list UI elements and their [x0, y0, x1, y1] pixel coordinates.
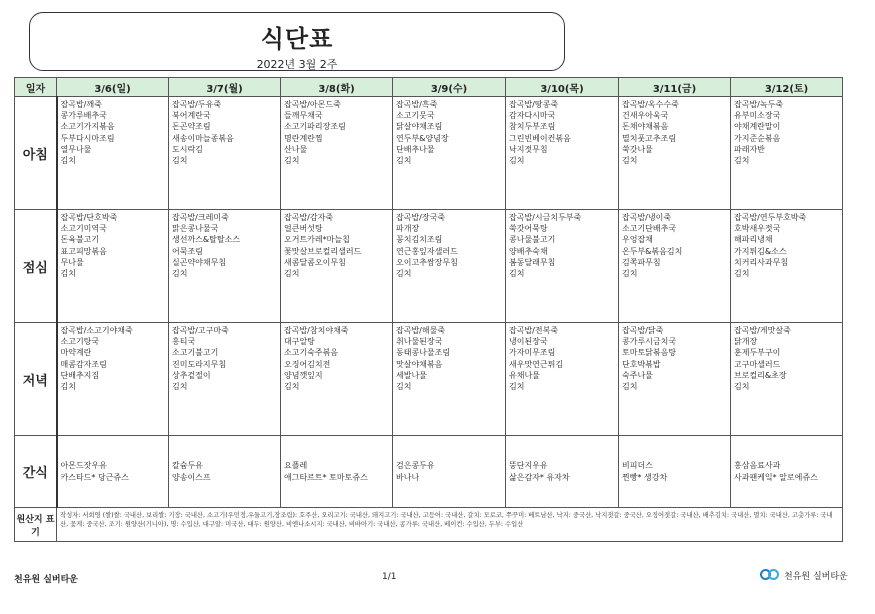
menu-item: 돈육불고기	[60, 235, 100, 245]
menu-item: 연근홍잎자샐러드	[396, 246, 458, 256]
menu-item: 김치	[509, 382, 525, 392]
menu-item: 돈곤약조림	[172, 122, 211, 132]
menu-item: 동태콩나물조림	[396, 348, 451, 358]
menu-item: 마약계란	[60, 348, 92, 358]
menu-item: 단배추나물	[396, 144, 435, 154]
menu-item: 고구마샐러드	[734, 359, 781, 369]
menu-item: 김치	[509, 269, 525, 279]
menu-cell	[393, 210, 506, 323]
title-box	[29, 12, 565, 71]
menu-item: 소고기가지볶음	[60, 122, 115, 132]
menu-item: 카스타드* 당근쥬스	[60, 472, 129, 482]
menu-item: 잡곡밥/땅콩죽	[509, 100, 559, 109]
logo-icon	[760, 568, 782, 582]
page-subtitle: 2022년 3월 2주	[256, 58, 338, 71]
menu-item: 토마토닭볶음탕	[622, 348, 677, 358]
menu-item: 세발나물	[396, 370, 427, 380]
menu-cell	[169, 210, 281, 323]
menu-item: 닭개장	[734, 337, 758, 347]
menu-item: 바나나	[396, 472, 420, 482]
menu-item: 돈채야채볶음	[622, 122, 669, 132]
menu-item: 야채계란말이	[734, 122, 781, 132]
menu-item: 양배추숙채	[509, 246, 548, 256]
menu-item: 맛살야채볶음	[396, 359, 443, 369]
meal-row	[15, 97, 843, 210]
menu-item: 김치	[284, 382, 300, 392]
menu-item: 김치	[60, 269, 76, 279]
day-header: 3/11(금)	[619, 78, 731, 97]
menu-item: 잡곡밥/깨죽	[60, 100, 102, 109]
menu-item: 김치	[734, 382, 750, 392]
menu-item: 잡곡밥/소고기야채죽	[60, 326, 133, 335]
menu-item: 잡곡밥/참치야채죽	[284, 326, 349, 335]
menu-item: 봄동달래무침	[509, 257, 556, 267]
menu-item: 매콤감자조림	[60, 359, 107, 369]
menu-item: 콩나물불고기	[509, 235, 556, 245]
menu-item: 잡곡밥/아몬드죽	[284, 100, 341, 109]
menu-item: 소고기탕국	[60, 337, 100, 347]
menu-item: 김치	[396, 156, 412, 166]
menu-item: 해파리냉채	[734, 235, 773, 245]
menu-item: 애그타르트* 토마토쥬스	[284, 472, 368, 482]
menu-cell	[169, 97, 281, 210]
menu-item: 김치	[60, 382, 76, 392]
date-header-row	[15, 78, 843, 97]
menu-item: 잡곡밥/고구마죽	[172, 326, 229, 335]
menu-item: 연두부&양념장	[396, 133, 449, 143]
menu-cell	[506, 323, 619, 436]
menu-item: 김치	[60, 156, 76, 166]
menu-cell	[619, 323, 731, 436]
menu-table	[14, 77, 843, 542]
menu-item: 어묵조림	[172, 246, 203, 256]
footer-logo	[760, 568, 848, 582]
menu-item: 아몬드잣우유	[60, 460, 107, 470]
menu-item: 꽁치김치조림	[396, 235, 443, 245]
meal-label: 저녁	[15, 323, 57, 436]
menu-item: 냉이된장국	[509, 337, 548, 347]
menu-item: 홍삼음료사과	[734, 460, 781, 470]
menu-item: 북어계란국	[172, 111, 211, 121]
menu-cell	[731, 210, 843, 323]
menu-cell	[169, 436, 281, 508]
menu-item: 오이고추쌈장무침	[396, 257, 458, 267]
menu-item: 쑥갓어묵탕	[509, 224, 548, 234]
menu-item: 열무나물	[60, 144, 92, 154]
footer-org-name: 천유원 실버타운	[14, 575, 78, 585]
menu-item: 멸치풋고추조림	[622, 133, 677, 143]
menu-item: 잡곡밥/옥수수죽	[622, 100, 679, 109]
menu-item: 단호박볶밥	[622, 359, 661, 369]
menu-cell	[57, 436, 169, 508]
menu-item: 단배추지짐	[60, 370, 100, 380]
menu-item: 우엉잡채	[622, 235, 653, 245]
menu-cell	[619, 97, 731, 210]
menu-item: 잡곡밥/크레미죽	[172, 213, 229, 222]
meal-row	[15, 323, 843, 436]
menu-item: 감자다시마국	[509, 111, 556, 121]
menu-item: 김치	[172, 269, 188, 279]
menu-item: 잡곡밥/흑죽	[396, 100, 438, 109]
menu-item: 맑은콩나물국	[172, 224, 219, 234]
menu-item: 오징어김치전	[284, 359, 331, 369]
menu-item: 온두부&볶음김치	[622, 246, 683, 256]
menu-cell	[281, 97, 393, 210]
menu-item: 소고기단배추국	[622, 224, 677, 234]
menu-item: 잡곡밥/냉이죽	[622, 213, 672, 222]
meal-label: 점심	[15, 210, 57, 323]
menu-item: 참치두부조림	[509, 122, 556, 132]
menu-item: 유부미소장국	[734, 111, 781, 121]
menu-item: 치커리사과무침	[734, 257, 789, 267]
menu-cell	[506, 97, 619, 210]
menu-item: 무나물	[60, 257, 84, 267]
menu-item: 잡곡밥/연두부호박죽	[734, 213, 807, 222]
menu-item: 김치	[734, 156, 750, 166]
menu-item: 브로컬리&초장	[734, 370, 787, 380]
menu-cell	[57, 323, 169, 436]
menu-item: 소고기불고기	[172, 348, 219, 358]
day-header: 3/8(화)	[281, 78, 393, 97]
menu-item: 김쪽파무침	[622, 257, 661, 267]
menu-item: 숙주나물	[622, 370, 653, 380]
menu-item: 검은콩두유	[396, 460, 435, 470]
menu-item: 콩가루배추국	[60, 111, 107, 121]
menu-item: 김치	[622, 382, 638, 392]
menu-item: 대구알탕	[284, 337, 315, 347]
menu-cell	[57, 210, 169, 323]
menu-item: 유채나물	[509, 370, 540, 380]
menu-item: 생선까스&탈탈소스	[172, 235, 241, 245]
menu-item: 훈제두부구이	[734, 348, 781, 358]
menu-item: 김치	[509, 156, 525, 166]
menu-item: 낙지젓무침	[509, 144, 548, 154]
menu-item: 상추겉절이	[172, 370, 211, 380]
menu-item: 잡곡밥/전복죽	[509, 326, 559, 335]
menu-item: 호박새우젓국	[734, 224, 781, 234]
footer-page-number: 1/1	[382, 572, 397, 582]
menu-cell	[393, 323, 506, 436]
menu-item: 실곤약야채무침	[172, 257, 227, 267]
menu-item: 가지튀김&소스	[734, 246, 787, 256]
menu-item: 소고기뭇국	[396, 111, 435, 121]
menu-item: 파래자반	[734, 144, 765, 154]
menu-item: 칼슘두유	[172, 460, 203, 470]
menu-item: 김치	[284, 156, 300, 166]
menu-item: 김치	[172, 156, 188, 166]
day-header: 3/9(수)	[393, 78, 506, 97]
menu-item: 양송이스프	[172, 472, 211, 482]
menu-item: 비피더스	[622, 460, 653, 470]
menu-item: 김치	[172, 382, 188, 392]
menu-cell	[57, 97, 169, 210]
menu-item: 잡곡밥/닭죽	[622, 326, 664, 335]
menu-item: 닭살야채조림	[396, 122, 443, 132]
origin-text: 작성자: 서희영 (쌀)쌀: 국내산, 보리쌀: 기장: 국내산, 소고기(우민정,우둘고기,장조림): 호주산, 오리고기: 국내산, 돼지고기: 국내산, 고등어: 국내산, 갈치: 모로코, 쭈꾸미: 베트남산, 낙지: 중국산, 낙지젓갈: 중국산, 오징어젓갈: 국내산, 배추김치: 국내산, 멸치: 국내산, 고춧가루: 국내산, 꽃게: 중국산, 조기: 원양산(기니아), 명: 수입산, 대구알: 미국산, 대두: 원양산, 비엔나소시지: 국내산, 비바아기: 국내산, 콩가루: 국내산, 베이컨: 수입산, 두부: 수입산	[57, 508, 843, 542]
menu-cell	[731, 97, 843, 210]
origin-row	[15, 508, 843, 542]
menu-item: 가지준순볶음	[734, 133, 781, 143]
menu-item: 오거트카레*마늘칩	[284, 235, 350, 245]
menu-item: 표고피망볶음	[60, 246, 107, 256]
menu-cell	[731, 323, 843, 436]
menu-item: 김치	[396, 382, 412, 392]
page-title: 식단표	[260, 25, 334, 53]
menu-item: 그린빈베이컨볶음	[509, 133, 571, 143]
menu-item: 소고기파리장조림	[284, 122, 346, 132]
menu-item: 김치	[622, 269, 638, 279]
menu-item: 산나물	[284, 144, 308, 154]
menu-item: 명란계란찜	[284, 133, 323, 143]
menu-item: 양념깻잎지	[284, 370, 323, 380]
menu-item: 잡곡밥/녹두죽	[734, 100, 784, 109]
meal-row	[15, 210, 843, 323]
menu-item: 새송이마늘종볶음	[172, 133, 234, 143]
menu-item: 새콤달콤오이무침	[284, 257, 346, 267]
menu-item: 김치	[284, 269, 300, 279]
origin-label: 원산지 표기	[15, 508, 57, 542]
menu-item: 파개장	[396, 224, 420, 234]
menu-item: 잡곡밥/장국죽	[396, 213, 446, 222]
menu-cell	[281, 436, 393, 508]
menu-item: 들깨무채국	[284, 111, 323, 121]
menu-item: 도시락김	[172, 144, 203, 154]
day-header: 3/6(일)	[57, 78, 169, 97]
menu-item: 얼큰버섯탕	[284, 224, 323, 234]
menu-cell	[619, 436, 731, 508]
meal-row	[15, 436, 843, 508]
menu-cell	[393, 436, 506, 508]
menu-item: 두부다시마조림	[60, 133, 115, 143]
menu-cell	[506, 436, 619, 508]
menu-item: 소고기미역국	[60, 224, 107, 234]
menu-item: 소고기숙주볶음	[284, 348, 339, 358]
menu-item: 가자미무조림	[509, 348, 556, 358]
menu-item: 쑥갓나물	[622, 144, 653, 154]
menu-item: 김치	[396, 269, 412, 279]
menu-cell	[281, 210, 393, 323]
meal-label: 아침	[15, 97, 57, 210]
menu-item: 잡곡밥/단호박죽	[60, 213, 118, 222]
menu-item: 잡곡밥/감자죽	[284, 213, 334, 222]
menu-item: 새우맛연근튀김	[509, 359, 564, 369]
menu-item: 잡곡밥/해물죽	[396, 326, 446, 335]
day-header: 3/12(토)	[731, 78, 843, 97]
menu-item: 홍티국	[172, 337, 196, 347]
menu-cell	[281, 323, 393, 436]
menu-item: 찐빵* 생강차	[622, 472, 668, 482]
menu-item: 잡곡밥/시금치두부죽	[509, 213, 582, 222]
meal-label: 간식	[15, 436, 57, 508]
menu-item: 잡곡밥/두유죽	[172, 100, 222, 109]
day-header: 3/7(월)	[169, 78, 281, 97]
menu-cell	[393, 97, 506, 210]
day-header: 3/10(목)	[506, 78, 619, 97]
menu-cell	[169, 323, 281, 436]
footer-logo-text: 천유원 실버타운	[784, 571, 848, 582]
menu-item: 건새우아욱국	[622, 111, 669, 121]
menu-item: 요플레	[284, 460, 308, 470]
menu-item: 뚱단지우유	[509, 460, 548, 470]
corner-label: 일자	[15, 78, 57, 97]
menu-item: 김치	[622, 156, 638, 166]
menu-cell	[506, 210, 619, 323]
menu-cell	[731, 436, 843, 508]
menu-item: 김치	[734, 269, 750, 279]
menu-item: 진미도라지무침	[172, 359, 227, 369]
menu-item: 콩가루시금치국	[622, 337, 677, 347]
menu-item: 삶은감자* 유자차	[509, 472, 570, 482]
menu-item: 사과팬케잌* 알로에쥬스	[734, 472, 818, 482]
menu-cell	[619, 210, 731, 323]
menu-item: 취나물된장국	[396, 337, 443, 347]
menu-item: 잡곡밥/게맛살죽	[734, 326, 791, 335]
menu-item: 꽃맛살브로컬리샐러드	[284, 246, 362, 256]
